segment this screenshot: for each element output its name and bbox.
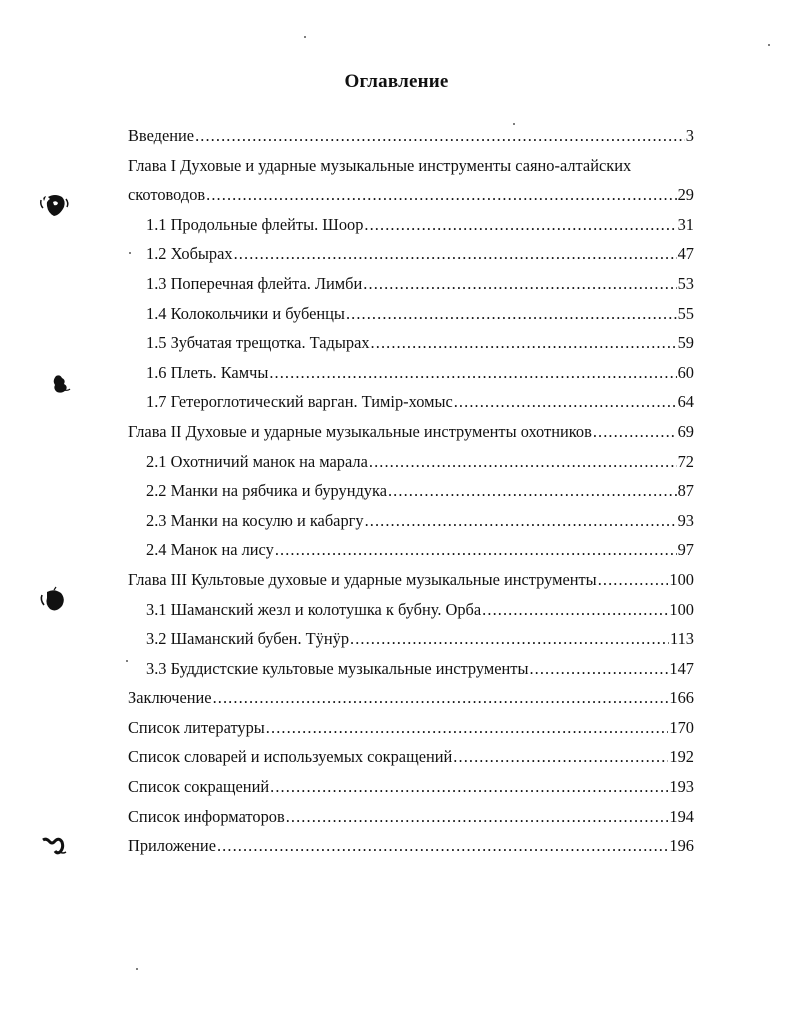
toc-page-number: 47 [677,244,694,264]
toc-entry-label: Приложение [128,836,216,856]
toc-entry-label: 1.4 Колокольчики и бубенцы [146,303,345,323]
toc-leader-dots [388,476,677,506]
toc-leader-dots [266,713,669,743]
toc-entry-label: 2.3 Манки на косулю и кабаргу [146,510,364,530]
toc-entry-1-3[interactable] [128,269,694,299]
toc-leader-dots [217,831,668,861]
toc-page-number: 3 [685,126,694,145]
toc-entry-3-1[interactable] [128,595,694,625]
toc-entry-label: 2.2 Манки на рябчика и бурундука [146,481,387,501]
toc-leader-dots [195,121,685,151]
toc-entry-label: Список словарей и используемых сокращений [128,747,453,767]
toc-entry-label: 2.4 Манок на лису [146,540,274,560]
toc-page-number: 55 [677,303,694,323]
toc-leader-dots [363,269,676,299]
toc-page-number: 59 [677,333,694,353]
toc-entry-chapter-3[interactable] [128,565,694,595]
toc-entry-label: 3.1 Шаманский жезл и колотушка к бубну. Орба [146,599,482,619]
toc-entry-label: Список литературы [128,717,265,737]
toc-entry-label: 3.3 Буддистские культовые музыкальные инструменты [146,658,529,678]
toc-entry-1-7[interactable] [128,387,694,417]
scan-speck [768,44,770,46]
toc-entry-label: 1.7 Гетероглотический варган. Тимір-хомыс [146,392,453,412]
toc-page-number: 53 [677,273,694,293]
toc-entry-label: скотоводов [128,185,206,205]
scan-speck [513,123,515,125]
margin-ink-blot-icon [38,586,72,616]
toc-entry-2-2[interactable] [128,476,694,506]
toc-page-number: 194 [669,806,694,826]
toc-leader-dots [593,417,677,447]
toc-entry-bibliography[interactable] [128,713,694,743]
scan-speck [304,36,306,38]
toc-page-number: 100 [669,569,694,589]
margin-ink-blot-icon [40,832,72,858]
toc-entry-label: Глава II Духовые и ударные музыкальные инструменты охотников [128,421,592,441]
toc-entry-abbreviations[interactable] [128,772,694,802]
toc-leader-dots [286,802,669,832]
toc-entry-chapter-2[interactable] [128,417,694,447]
toc-entry-label: 3.2 Шаманский бубен. Тӱнӱр [146,629,350,649]
margin-ink-blot-icon [38,191,72,221]
toc-entry-label: Глава III Культовые духовые и ударные музыкальные инструменты [128,569,597,589]
toc-entry-1-2[interactable] [128,239,694,269]
toc-leader-dots [275,535,677,565]
toc-entry-2-3[interactable] [128,506,694,536]
toc-entry-conclusion[interactable] [128,683,694,713]
toc-leader-dots [454,387,677,417]
toc-page-number: 147 [669,658,694,678]
toc-page-number: 60 [677,362,694,382]
toc-entry-informants[interactable] [128,802,694,832]
toc-entry-chapter-1[interactable] [128,180,694,210]
toc-page-number: 69 [677,421,694,441]
toc-entry-1-1[interactable] [128,210,694,240]
table-of-contents [128,121,694,861]
toc-page-number: 29 [677,185,694,205]
toc-leader-dots [269,358,676,388]
toc-entry-label: 1.1 Продольные флейты. Шоор [146,214,364,234]
toc-leader-dots [206,180,676,210]
toc-leader-dots [371,328,677,358]
toc-page-number: 72 [677,451,694,471]
toc-entry-label: Список сокращений [128,777,270,797]
toc-leader-dots [529,654,668,684]
scan-speck [129,252,131,254]
toc-page-number: 113 [670,629,694,649]
toc-entry-chapter-1-line1: Глава I Духовые и ударные музыкальные инструменты саяно-алтайских [128,155,632,175]
toc-leader-dots [234,239,677,269]
toc-entry-introduction[interactable] [128,121,694,151]
toc-page-number: 193 [669,777,694,797]
toc-leader-dots [598,565,669,595]
margin-ink-blot-icon [48,372,76,398]
toc-page-number: 100 [669,599,694,619]
toc-page-number: 192 [669,747,694,767]
toc-entry-3-3[interactable] [128,654,694,684]
scan-speck [136,968,138,970]
toc-entry-label: 1.2 Хобырах [146,244,233,264]
toc-leader-dots [369,447,677,477]
toc-leader-dots [270,772,668,802]
page-title: Оглавление [344,71,449,92]
toc-entry-label: 1.5 Зубчатая трещотка. Тадырах [146,333,370,353]
toc-leader-dots [453,742,668,772]
toc-entry-3-2[interactable] [128,624,694,654]
toc-entry-label: 1.3 Поперечная флейта. Лимби [146,273,363,293]
toc-entry-1-5[interactable] [128,328,694,358]
toc-leader-dots [365,506,677,536]
toc-page-number: 196 [669,836,694,856]
toc-entry-1-4[interactable] [128,299,694,329]
toc-entry-2-4[interactable] [128,535,694,565]
toc-page-number: 64 [677,392,694,412]
toc-leader-dots [364,210,676,240]
toc-leader-dots [482,595,668,625]
toc-leader-dots [213,683,669,713]
toc-entry-label: 2.1 Охотничий манок на марала [146,451,368,471]
toc-entry-label: Список информаторов [128,806,285,826]
toc-entry-label: 1.6 Плеть. Камчы [146,362,269,382]
toc-entry-label: Введение [128,126,195,145]
toc-page-number: 87 [677,481,694,501]
toc-leader-dots [350,624,669,654]
toc-entry-1-6[interactable] [128,358,694,388]
scan-speck [126,660,128,662]
toc-entry-appendix[interactable] [128,831,694,861]
toc-page-number: 93 [677,510,694,530]
toc-leader-dots [346,299,677,329]
toc-entry-2-1[interactable] [128,447,694,477]
toc-page-number: 170 [669,717,694,737]
toc-page-number: 166 [669,688,694,708]
toc-page-number: 31 [677,214,694,234]
toc-page-number: 97 [677,540,694,560]
toc-entry-dictionaries[interactable] [128,742,694,772]
toc-entry-label: Заключение [128,688,212,708]
